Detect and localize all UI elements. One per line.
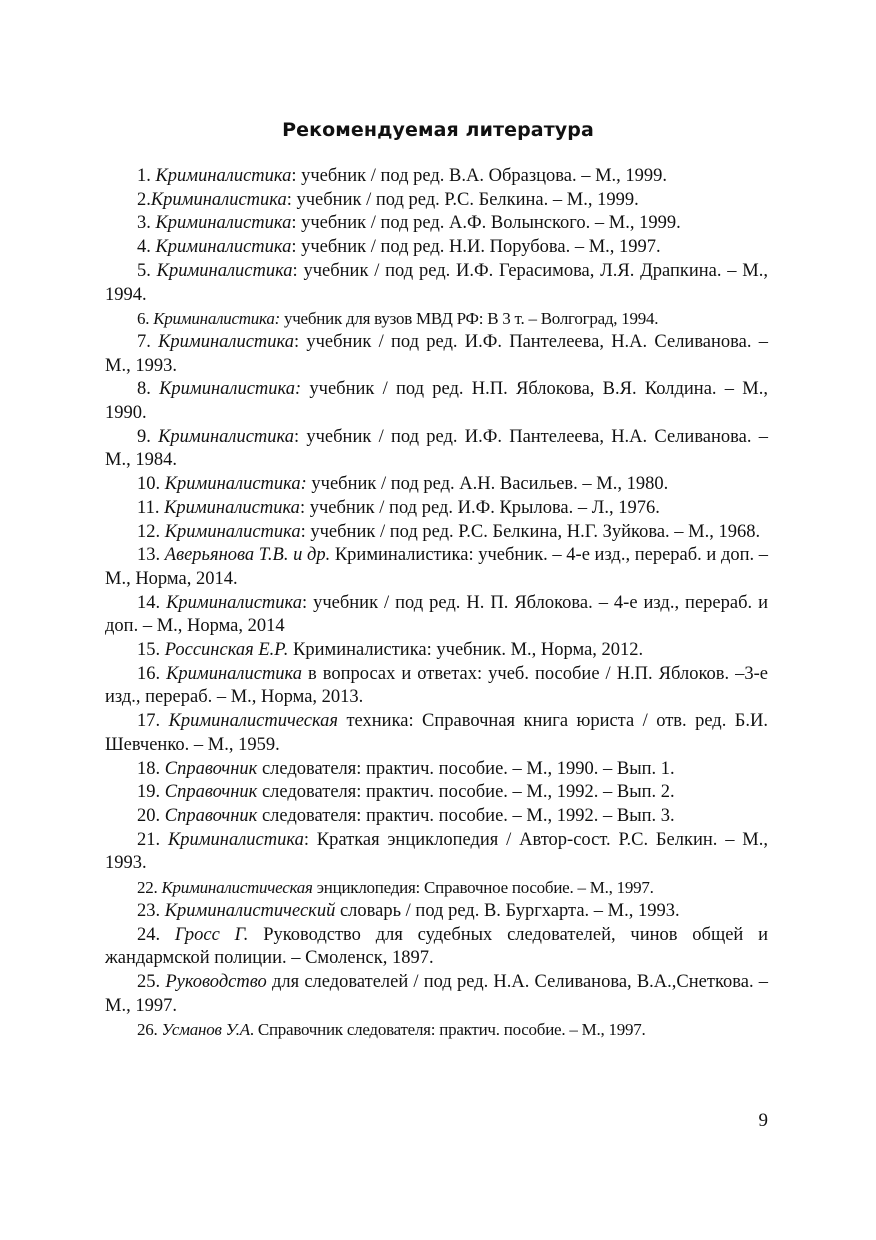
reference-author: Криминалистика [155, 237, 292, 258]
reference-item [105, 426, 768, 473]
reference-author: Криминалистика [155, 166, 292, 186]
reference-author: Справочник [164, 782, 258, 803]
reference-number: 22. [137, 878, 162, 898]
reference-item [105, 544, 768, 591]
reference-text: энциклопедия: Справочное пособие. – М., 1997. [312, 878, 654, 898]
reference-item [105, 473, 768, 497]
reference-number: 20. [137, 805, 165, 826]
reference-author: Справочник [164, 758, 258, 779]
reference-text: Руководство для судебных следователей, чинов общей и жандармской полиции. – Смоленск, 1897. [105, 924, 769, 969]
reference-text: учебник / под ред. А.Н. Васильев. – М., 1980. [306, 474, 669, 495]
reference-item [105, 497, 768, 521]
reference-author: Гросс Г. [174, 924, 249, 945]
reference-number: 12. [137, 521, 165, 542]
reference-author: Усманов У.А [161, 1020, 250, 1040]
reference-author: Криминалистика [164, 521, 301, 542]
reference-number: 15. [137, 640, 165, 661]
reference-item [105, 378, 768, 425]
reference-item [105, 639, 768, 663]
reference-item [105, 260, 768, 307]
reference-text: словарь / под ред. В. Бургхарта. – М., 1993. [335, 900, 680, 921]
reference-text: : учебник / под ред. И.Ф. Крылова. – Л., 1976. [299, 497, 660, 518]
page-number: 9 [758, 1110, 768, 1131]
reference-number: 10. [137, 474, 165, 495]
reference-text: : учебник / под ред. Н.И. Порубова. – М., 1997. [291, 237, 661, 258]
reference-author: Криминалистика: [164, 474, 307, 495]
reference-number: 11. [137, 497, 165, 518]
reference-author: Аверьянова Т.В. и др. [164, 545, 331, 566]
reference-item [105, 805, 768, 829]
reference-item [105, 189, 768, 213]
reference-author: Криминалистика: [153, 309, 280, 329]
reference-item [105, 924, 768, 971]
reference-item [105, 307, 768, 331]
reference-author: Криминалистическая [168, 711, 339, 732]
reference-item [105, 236, 768, 260]
reference-number: 18. [137, 758, 165, 779]
reference-text: : учебник / под ред. Н. П. Яблокова. – 4-е изд., перераб. и доп. – М., Норма, 2014 [105, 592, 769, 637]
reference-text: : учебник / под ред. А.Ф. Волынского. – М., 1999. [291, 213, 681, 234]
reference-author: Криминалистика [158, 426, 294, 447]
reference-author: Россинская Е.Р. [164, 640, 289, 661]
reference-text: : учебник / под ред. И.Ф. Пантелеева, Н.А. Селиванова. – М., 1993. [105, 331, 768, 376]
reference-list [105, 165, 768, 1042]
reference-text: следователя: практич. пособие. – М., 1992. – Вып. 2. [257, 782, 675, 803]
reference-text: техника: Справочная книга юриста / отв. ред. Б.И. Шевченко. – М., 1959. [105, 711, 769, 755]
reference-number: 13. [137, 545, 165, 566]
reference-text: : учебник / под ред. В.А. Образцова. – М., 1999. [291, 166, 668, 186]
reference-number: 24. [137, 924, 175, 945]
reference-author: Криминалистическая [161, 878, 313, 898]
reference-author: Справочник [164, 805, 258, 826]
reference-number: 21. [137, 829, 168, 850]
reference-author: Криминалистика [166, 663, 302, 684]
reference-number: 25. [137, 971, 166, 992]
reference-number: 8. [137, 379, 160, 400]
reference-item [105, 971, 768, 1018]
reference-number: 14. [137, 592, 167, 613]
reference-number: 6. [137, 309, 154, 329]
reference-number: 5. [137, 260, 157, 281]
reference-author: Руководство [165, 971, 267, 992]
reference-text: : Краткая энциклопедия / Автор-сост. Р.С. Белкин. – М., 1993. [105, 829, 769, 874]
reference-number: 19. [137, 782, 165, 803]
reference-author: Криминалистика [158, 331, 294, 352]
reference-text: . Справочник следователя: практич. пособие. – М., 1997. [249, 1020, 646, 1040]
reference-item [105, 710, 768, 757]
reference-number: 23. [137, 900, 165, 921]
reference-author: Криминалистический [164, 900, 336, 921]
reference-number: 7. [137, 331, 159, 352]
reference-text: учебник / под ред. Н.П. Яблокова, В.Я. Колдина. – М., 1990. [105, 379, 768, 424]
reference-item [105, 900, 768, 924]
reference-number: 2. [137, 189, 151, 210]
reference-text: в вопросах и ответах: учеб. пособие / Н.П. Яблоков. –3-е изд., перераб. – М., Норма, 2013. [105, 663, 768, 708]
reference-text: : учебник / под ред. И.Ф. Герасимова, Л.Я. Драпкина. – М., 1994. [105, 260, 769, 305]
reference-text: для следователей / под ред. Н.А. Селиванова, В.А.,Снеткова. – М., 1997. [105, 971, 769, 1016]
reference-number: 3. [137, 213, 156, 234]
reference-item [105, 758, 768, 782]
page-heading: Рекомендуемая литература [282, 119, 594, 141]
reference-number: 17. [137, 711, 169, 732]
reference-item [105, 781, 768, 805]
reference-item [105, 663, 768, 710]
reference-text: : учебник / под ред. И.Ф. Пантелеева, Н.А. Селиванова. – М., 1984. [105, 426, 768, 471]
reference-author: Криминалистика [167, 829, 304, 850]
reference-author: Криминалистика [166, 592, 302, 613]
reference-text: учебник для вузов МВД РФ: В 3 т. – Волгоград, 1994. [280, 309, 659, 329]
reference-number: 4. [137, 237, 156, 258]
reference-item [105, 521, 768, 545]
reference-number: 9. [137, 426, 159, 447]
reference-item [105, 212, 768, 236]
reference-item [105, 331, 768, 378]
reference-text: следователя: практич. пособие. – М., 1990. – Вып. 1. [257, 758, 675, 779]
reference-author: Криминалистика: [159, 379, 302, 400]
reference-number: 26. [137, 1020, 162, 1040]
reference-text: : учебник / под ред. Р.С. Белкина, Н.Г. Зуйкова. – М., 1968. [300, 521, 761, 542]
reference-number: 16. [137, 663, 167, 684]
reference-item [105, 876, 768, 900]
reference-text: Криминалистика: учебник. – 4-е изд., перераб. и доп. – М., Норма, 2014. [105, 545, 769, 589]
reference-author: Криминалистика [156, 260, 293, 281]
reference-author: Криминалистика [164, 497, 300, 518]
reference-author: Криминалистика [155, 213, 292, 234]
reference-text: : учебник / под ред. Р.С. Белкина. – М., 1999. [286, 189, 639, 210]
reference-item [105, 829, 768, 876]
reference-item [105, 592, 768, 639]
reference-item [105, 165, 768, 189]
reference-text: следователя: практич. пособие. – М., 1992. – Вып. 3. [257, 805, 675, 826]
reference-item [105, 1018, 768, 1042]
reference-author: Криминалистика [150, 189, 287, 210]
reference-number: 1. [137, 166, 156, 186]
reference-text: Криминалистика: учебник. М., Норма, 2012. [288, 640, 644, 661]
